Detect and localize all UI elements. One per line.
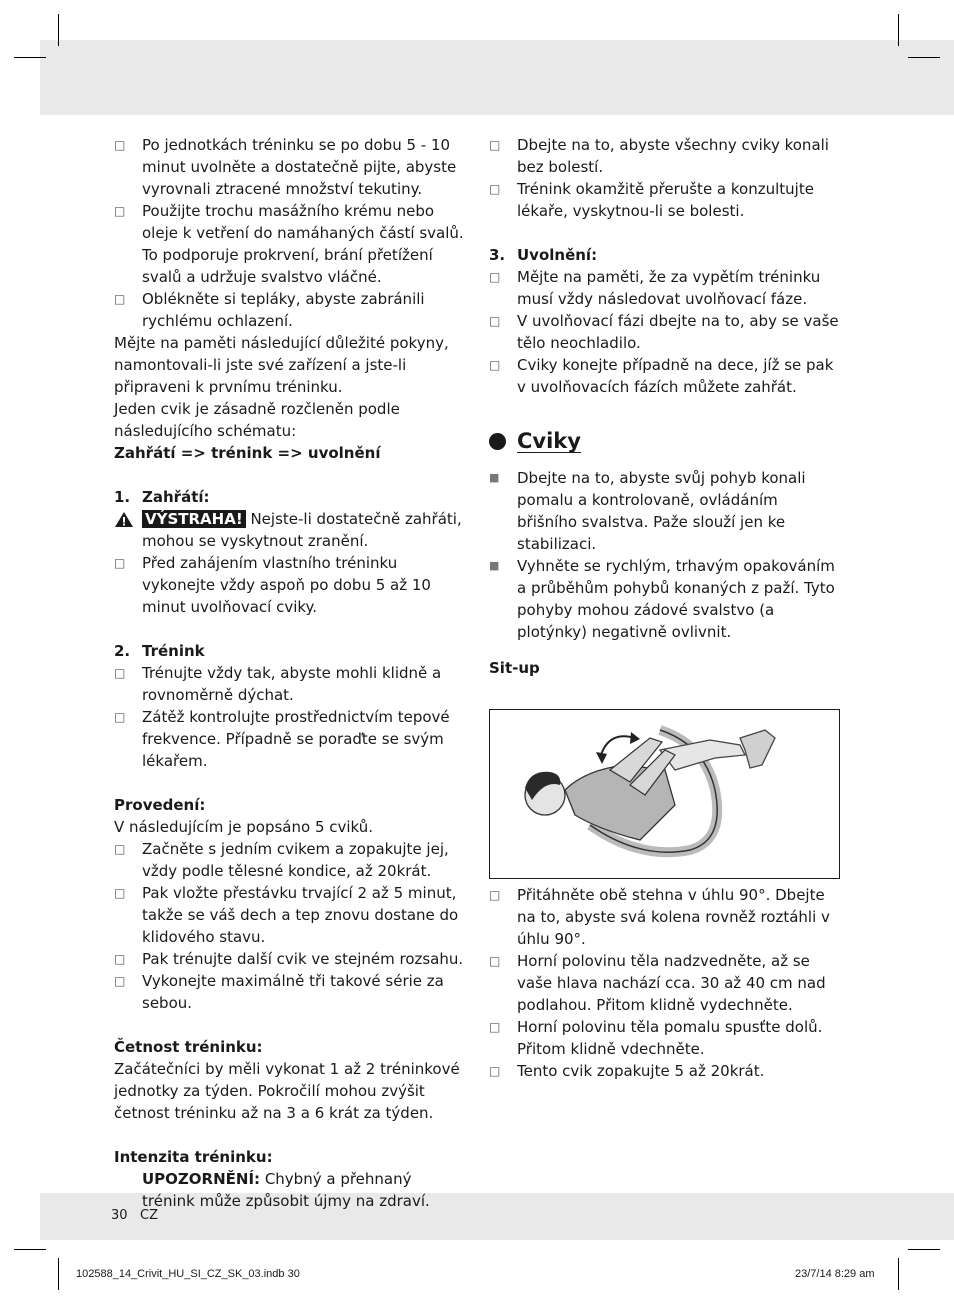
crop-mark [898,1258,899,1290]
subheading-frequency: Četnost tréninku: [114,1038,263,1056]
heading-text: Cviky [517,429,581,453]
situp-illustration [489,709,840,879]
list-item: □ Horní polovinu těla nadzvedněte, až se vaše hlava nachází cca. 30 až 40 cm nad podlahou. Přitom klidně vydechněte. [489,950,841,1016]
section-title: Uvolnění: [517,246,598,264]
section-number: 3. [489,246,506,264]
list-item: ■ Vyhněte se rychlým, trhavým opakováním a průběhům pohybů konaných z paží. Tyto pohyby mohou zádové svalstvo (a plotýnky) negativně ovlivnit. [489,555,841,643]
list-item: □ Pak vložte přestávku trvající 2 až 5 minut, takže se váš dech a tep znovu dostane do klidového stavu. [114,882,466,948]
list-item [114,552,466,618]
section-number: 1. [114,488,131,506]
scheme-line: Zahřátí => trénink => uvolnění [114,444,381,462]
list-item: □ Dbejte na to, abyste všechny cviky konali bez bolestí. [489,134,841,178]
warning-triangle-icon [114,511,134,528]
list-item: □ Po jednotkách tréninku se po dobu 5 - 10 minut uvolněte a dostatečně pijte, abyste vyrovnali ztracené množství tekutiny. [114,134,466,200]
header-band [40,40,954,115]
language-code: CZ [140,1208,158,1223]
warning-block [114,508,466,552]
list-item: □ Cviky konejte případně na dece, jíž se pak v uvolňovacích fázích můžete zahřát. [489,354,841,398]
subheading-intensity: Intenzita tréninku: [114,1148,273,1166]
list-item: □ Vykonejte maximálně tři takové série za sebou. [114,970,466,1014]
section-title: Trénink [142,642,205,660]
section-title: Zahřátí: [142,488,210,506]
print-slug-file: 102588_14_Crivit_HU_SI_CZ_SK_03.indb 30 [76,1268,300,1280]
section-heading-exercises [489,430,841,453]
list-item: □ Tento cvik zopakujte 5 až 20krát. [489,1060,841,1082]
page-number: 30 [111,1208,128,1223]
list-item: □ Trénink okamžitě přerušte a konzultujte lékaře, vyskytnou-li se bolesti. [489,178,841,222]
warning-text: Nejste-li dostatečně zahřáti, mohou se vyskytnout zranění. [142,510,462,550]
bullet-dot-icon [489,433,506,450]
list-item: □ Oblékněte si tepláky, abyste zabránili rychlému ochlazení. [114,288,466,332]
note-text: Chybný a přehnaný trénink může způsobit újmy na zdraví. [142,1170,430,1210]
situp-figure-image [490,710,839,878]
crop-mark [908,57,940,58]
list-item-text: Před zahájením vlastního tréninku vykonejte vždy aspoň po dobu 5 až 10 minut uvolňovací cviky. [142,554,431,616]
crop-mark [908,1249,940,1250]
list-item: □ Pak trénujte další cvik ve stejném rozsahu. [114,948,466,970]
paragraph: Jeden cvik je zásadně rozčleněn podle následujícího schématu: [114,400,400,440]
subheading-situp: Sit-up [489,659,540,677]
list-item: □ Přitáhněte obě stehna v úhlu 90°. Dbejte na to, abyste svá kolena rovněž roztáhli v úhlu 90°. [489,884,841,950]
left-column [114,134,466,1212]
list-item: □ Zátěž kontrolujte prostřednictvím tepové frekvence. Případně se poraďte se svým lékařem. [114,706,466,772]
section-heading-cooldown [489,244,841,266]
list-item: □ Začněte s jedním cvikem a zopakujte jej, vždy podle tělesné kondice, až 20krát. [114,838,466,882]
paragraph: V následujícím je popsáno 5 cviků. [114,818,374,836]
list-item: □ Horní polovinu těla pomalu spusťte dolů. Přitom klidně vdechněte. [489,1016,841,1060]
list-item: □ Trénujte vždy tak, abyste mohli klidně a rovnoměrně dýchat. [114,662,466,706]
note-block [114,1168,466,1212]
crop-mark [14,1249,46,1250]
list-item: □ Mějte na paměti, že za vypětím tréninku musí vždy následovat uvolňovací fáze. [489,266,841,310]
section-heading-training [114,640,466,662]
crop-mark [898,14,899,46]
subheading-execution: Provedení: [114,796,206,814]
paragraph: Začátečníci by měli vykonat 1 až 2 tréninkové jednotky za týden. Pokročilí mohou zvýšit četnost tréninku až na 3 a 6 krát za týden. [114,1060,460,1122]
list-item: □ V uvolňovací fázi dbejte na to, aby se vaše tělo neochladilo. [489,310,841,354]
crop-mark [58,1258,59,1290]
right-column-lower [489,884,841,1082]
list-item: □ Použijte trochu masážního krému nebo oleje k vetření do namáhaných částí svalů. To podporuje prokrvení, brání přetížení svalů a udržuje svalstvo vláčné. [114,200,466,288]
right-column [489,134,841,679]
warning-badge: VÝSTRAHA! [142,510,246,528]
print-slug-date: 23/7/14 8:29 am [795,1268,875,1280]
paragraph: Mějte na paměti následující důležité pokyny, namontovali-li jste své zařízení a jste-li připraveni k prvnímu tréninku. [114,334,449,396]
note-label: UPOZORNĚNÍ: [142,1170,261,1188]
crop-mark [14,57,46,58]
list-item: ■ Dbejte na to, abyste svůj pohyb konali pomalu a kontrolovaně, ovládáním břišního svalstva. Paže slouží jen ke stabilizaci. [489,467,841,555]
section-heading-warmup [114,486,466,508]
crop-mark [58,14,59,46]
section-number: 2. [114,642,131,660]
